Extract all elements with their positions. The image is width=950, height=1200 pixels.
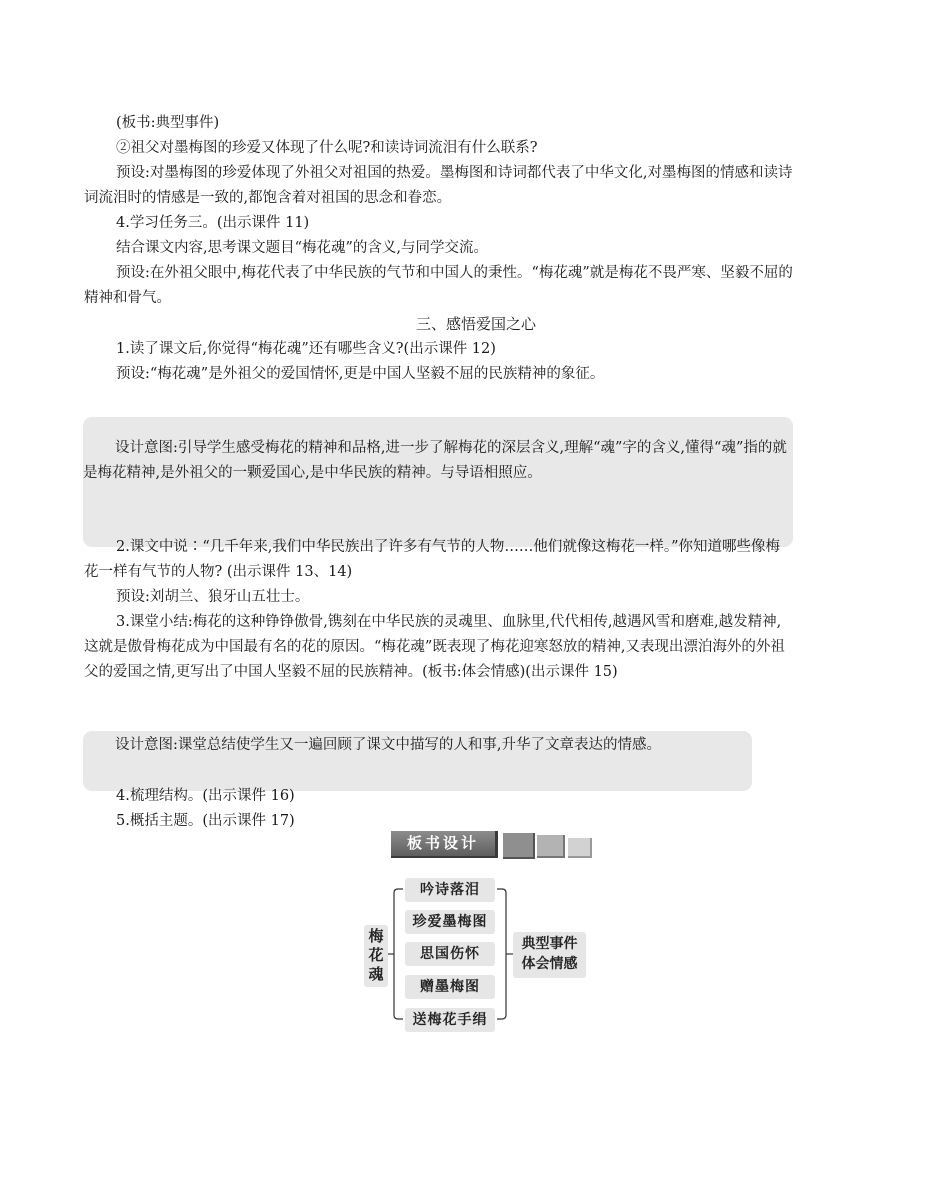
board-event-2: 珍爱墨梅图 [405,910,495,934]
summary-line-1: 3.课堂小结:梅花的这种铮铮傲骨,镌刻在中华民族的灵魂里、血脉里,代代相传,越遇风雪和磨难,越发精神, [116,614,782,630]
root-char-3: 魂 [368,965,384,983]
theme-item: 5.概括主题。(出示课件 17) [116,813,295,829]
task-3-answer-line-1: 预设:在外祖父眼中,梅花代表了中华民族的气节和中国人的秉性。“梅花魂”就是梅花不畏严寒、坚毅不屈的 [116,265,793,281]
task-3-answer-line-2: 精神和骨气。 [84,290,171,306]
board-event-1: 吟诗落泪 [405,878,495,902]
answer-figures: 预设:刘胡兰、狼牙山五壮士。 [116,589,310,605]
board-event-3: 思国伤怀 [405,942,495,966]
answer-2-line-1: 预设:对墨梅图的珍爱体现了外祖父对祖国的热爱。墨梅图和诗词都代表了中华文化,对墨梅图的情感和读诗 [116,165,793,181]
board-summary [513,932,586,978]
question-2-figures-line-2: 花一样有气节的人物? (出示课件 13、14) [84,564,353,580]
structure-item: 4.梳理结构。(出示课件 16) [116,788,295,804]
answer-1-meaning: 预设:“梅花魂”是外祖父的爱国情怀,更是中国人坚毅不屈的民族精神的象征。 [116,366,605,382]
summary-line-3: 父的爱国之情,更写出了中国人坚毅不屈的民族精神。(板书:体会情感)(出示课件 15) [84,664,618,680]
board-event-5: 送梅花手绢 [405,1008,495,1032]
root-char-1: 梅 [368,927,384,945]
board-root-meihua-hun [364,925,388,987]
task-3-heading: 4.学习任务三。(出示课件 11) [116,215,310,231]
design-intent-1-line-1: 设计意图:引导学生感受梅花的精神和品格,进一步了解梅花的深层含义,理解“魂”字的含义,懂得“魂”指的就 [115,440,787,456]
root-char-2: 花 [368,946,384,964]
board-event-4: 赠墨梅图 [405,975,495,999]
summary-typical-events: 典型事件 [521,936,578,952]
design-intent-2-line-1: 设计意图:课堂总结使学生又一遍回顾了课文中描写的人和事,升华了文章表达的情感。 [115,737,661,753]
question-2-figures-line-1: 2.课文中说∶“几千年来,我们中华民族出了许多有气节的人物……他们就像这梅花一样。”你知道哪些像梅 [116,539,781,555]
answer-2-line-2: 词流泪时的情感是一致的,都饱含着对祖国的思念和眷恋。 [84,190,452,206]
board-design-title: 板书设计 [391,831,498,858]
board-note-typical-events: (板书:典型事件) [116,115,220,131]
summary-feel-emotion: 体会情感 [521,956,578,972]
question-2: ②祖父对墨梅图的珍爱又体现了什么呢?和读诗词流泪有什么联系? [116,140,538,156]
design-intent-1-line-2: 是梅花精神,是外祖父的一颗爱国心,是中华民族的精神。与导语相照应。 [83,465,542,481]
summary-line-2: 这就是傲骨梅花成为中国最有名的花的原因。“梅花魂”既表现了梅花迎寒怒放的精神,又表现出漂泊海外的外祖 [84,639,785,655]
task-3-prompt: 结合课文内容,思考课文题目“梅花魂”的含义,与同学交流。 [116,240,489,256]
question-1-meaning: 1.读了课文后,你觉得“梅花魂”还有哪些含义?(出示课件 12) [116,341,496,357]
section-heading: 三、感悟爱国之心 [415,315,536,333]
